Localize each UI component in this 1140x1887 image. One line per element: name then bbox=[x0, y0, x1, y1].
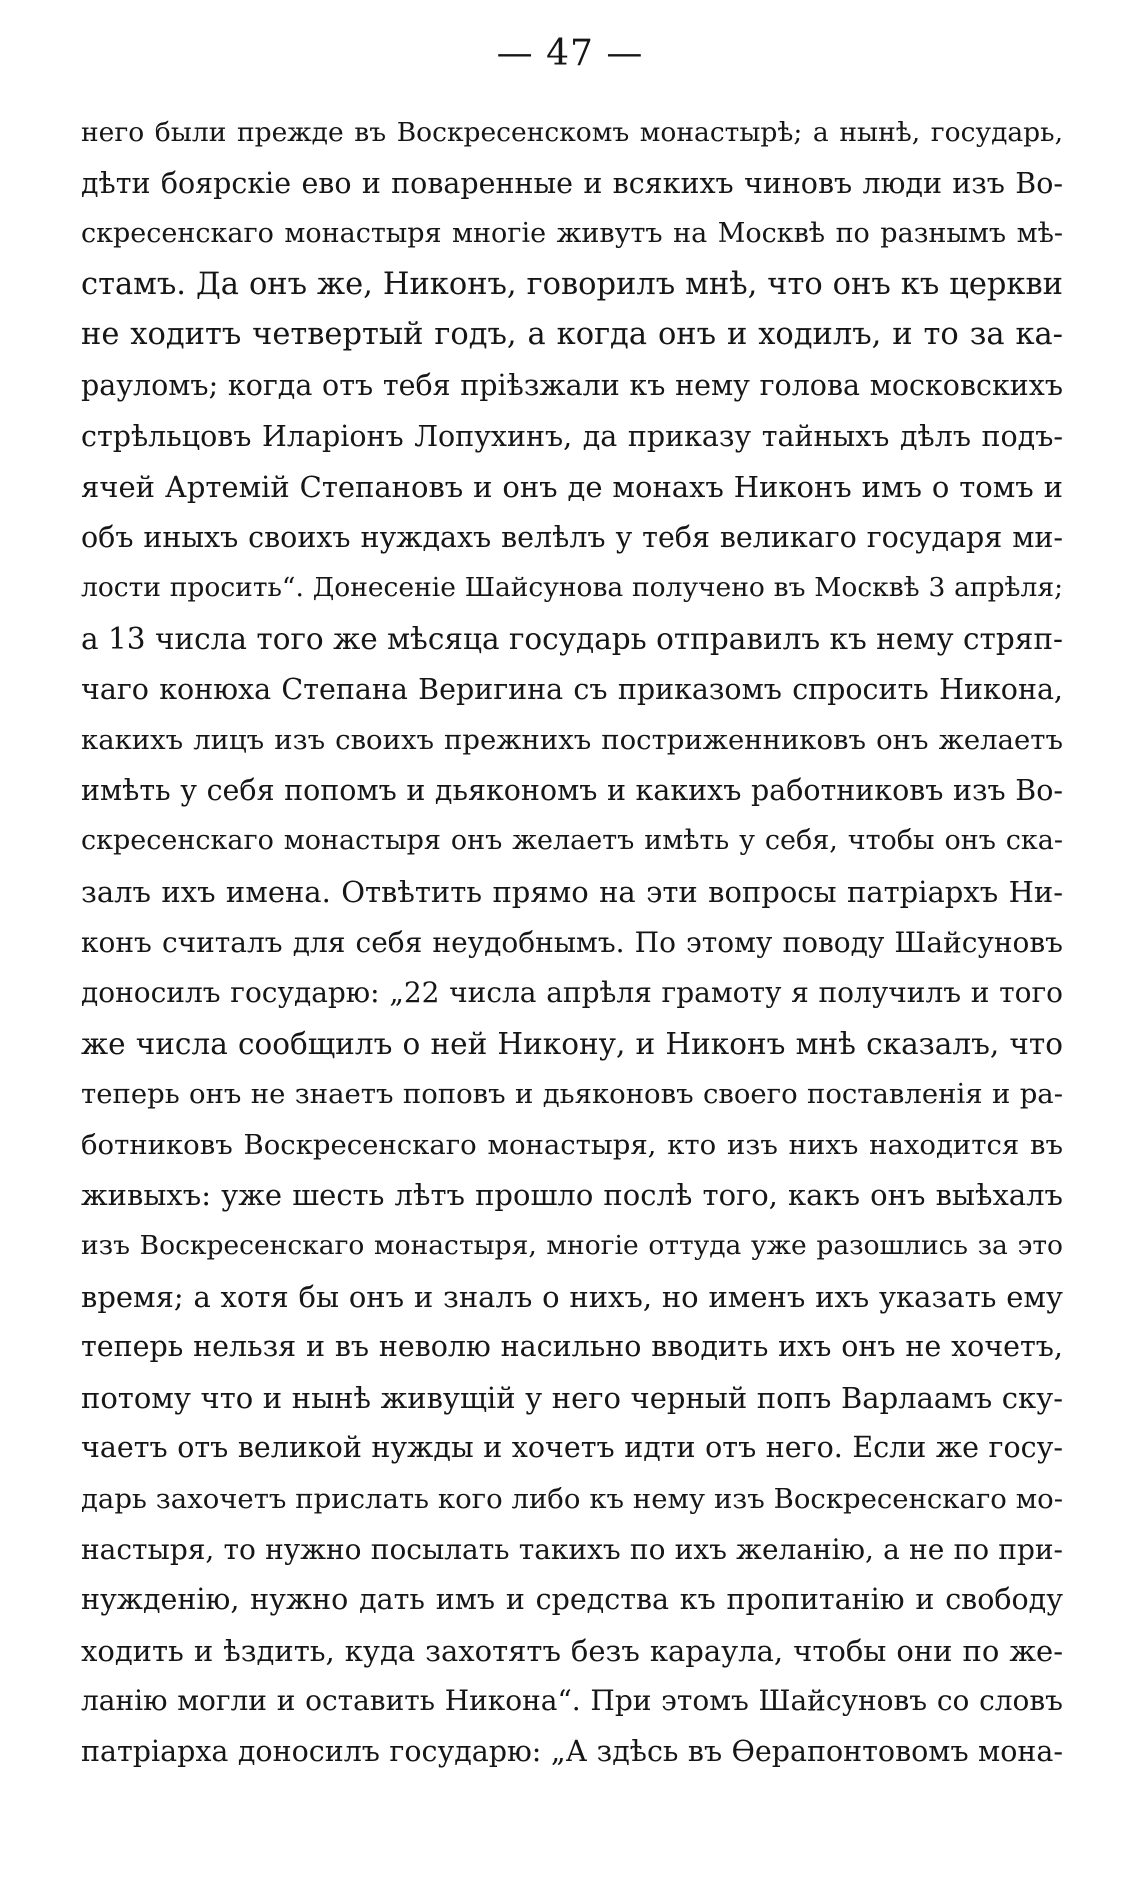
text-line: не ходитъ четвертый годъ, а когда онъ и ходилъ, и то за ка- bbox=[81, 317, 1063, 353]
text-line: а 13 числа того же мѣсяца государь отправилъ къ нему стряп- bbox=[81, 621, 1063, 656]
text-line: лости просить“. Донесеніе Шайсунова получено въ Москвѣ 3 апрѣля; bbox=[81, 572, 1063, 604]
text-line: него были прежде въ Воскресенскомъ монастырѣ; а нынѣ, государь, bbox=[81, 117, 1063, 148]
text-line: объ иныхъ своихъ нуждахъ велѣлъ у тебя великаго государя ми- bbox=[81, 520, 1063, 554]
text-line: теперь нельзя и въ неволю насильно вводить ихъ онъ не хочетъ, bbox=[81, 1330, 1063, 1364]
text-line: живыхъ: уже шесть лѣтъ прошло послѣ того, какъ онъ выѣхалъ bbox=[81, 1178, 1063, 1213]
text-line: конъ считалъ для себя неудобнымъ. По этому поводу Шайсуновъ bbox=[81, 925, 1063, 959]
text-line: доносилъ государю: „22 числа апрѣля грамоту я получилъ и того bbox=[81, 976, 1063, 1010]
text-line: рауломъ; когда отъ тебя пріѣзжали къ нему голова московскихъ bbox=[81, 368, 1063, 402]
text-line: патріарха доносилъ государю: „А здѣсь въ Ѳерапонтовомъ мона- bbox=[81, 1735, 1063, 1768]
text-line: нужденію, нужно дать имъ и средства къ пропитанію и свободу bbox=[81, 1583, 1063, 1617]
page-number: — 47 — bbox=[496, 33, 644, 74]
text-line: залъ ихъ имена. Отвѣтить прямо на эти вопросы патріархъ Ни- bbox=[81, 874, 1063, 909]
text-line: настыря, то нужно посылать такихъ по ихъ желанію, а не по при- bbox=[81, 1532, 1063, 1566]
text-line: ходить и ѣздить, куда захотятъ безъ караула, чтобы они по же- bbox=[81, 1633, 1063, 1668]
body-text bbox=[81, 108, 1063, 1778]
text-line: скресенскаго монастыря многіе живутъ на Москвѣ по разнымъ мѣ- bbox=[81, 218, 1063, 250]
text-line: время; а хотя бы онъ и зналъ о нихъ, но именъ ихъ указать ему bbox=[81, 1279, 1063, 1314]
text-line: ланію могли и оставить Никона“. При этомъ Шайсуновъ со словъ bbox=[81, 1684, 1063, 1718]
text-line: теперь онъ не знаетъ поповъ и дьяконовъ своего поставленія и ра- bbox=[81, 1078, 1063, 1111]
text-line: дѣти боярскіе ево и поваренные и всякихъ чиновъ люди изъ Во- bbox=[81, 166, 1063, 200]
text-line: ботниковъ Воскресенскаго монастыря, кто изъ нихъ находится въ bbox=[81, 1128, 1063, 1161]
text-line: ячей Артемій Степановъ и онъ де монахъ Никонъ имъ о томъ и bbox=[81, 470, 1063, 505]
text-line: дарь захочетъ прислать кого либо къ нему изъ Воскресенскаго мо- bbox=[81, 1483, 1063, 1516]
text-line: чаго конюха Степана Веригина съ приказомъ спросить Никона, bbox=[81, 672, 1063, 706]
text-line: имѣть у себя попомъ и дьякономъ и какихъ работниковъ изъ Во- bbox=[81, 773, 1063, 807]
text-line: же числа сообщилъ о ней Никону, и Никонъ мнѣ сказалъ, что bbox=[81, 1026, 1063, 1061]
text-line: стрѣльцовъ Иларіонъ Лопухинъ, да приказу тайныхъ дѣлъ подъ- bbox=[81, 419, 1063, 453]
text-line: какихъ лицъ изъ своихъ прежнихъ постриженниковъ онъ желаетъ bbox=[81, 724, 1063, 757]
text-line: скресенскаго монастыря онъ желаетъ имѣть у себя, чтобы онъ ска- bbox=[81, 825, 1063, 857]
text-line: чаетъ отъ великой нужды и хочетъ идти отъ него. Если же госу- bbox=[81, 1431, 1063, 1465]
text-line: изъ Воскресенскаго монастыря, многіе оттуда уже разошлись за это bbox=[81, 1230, 1063, 1262]
text-line: потому что и нынѣ живущій у него черный попъ Варлаамъ ску- bbox=[81, 1380, 1063, 1415]
text-line: стамъ. Да онъ же, Никонъ, говорилъ мнѣ, что онъ къ церкви bbox=[81, 266, 1063, 302]
